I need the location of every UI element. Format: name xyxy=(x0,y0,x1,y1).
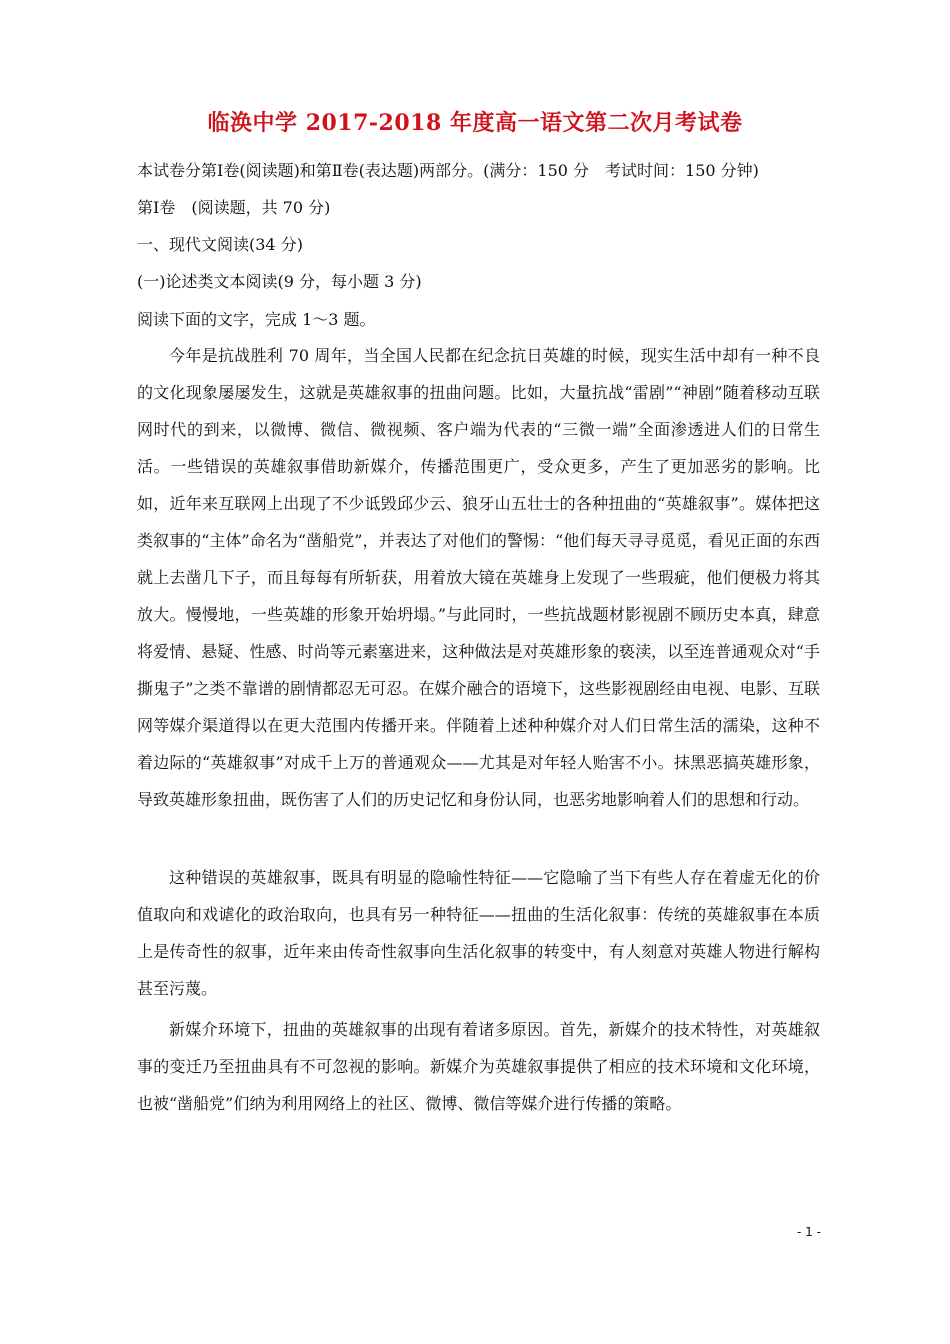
page-number: - 1 - xyxy=(797,1225,821,1239)
reading-instruction: 阅读下面的文字，完成 1～3 题。 xyxy=(137,310,376,329)
article-paragraph-2: 这种错误的英雄叙事，既具有明显的隐喻性特征——它隐喻了当下有些人存在着虚无化的价值取向和戏谑化的政治取向，也具有另一种特征——扭曲的生活化叙事：传统的英雄叙事在本质上是传奇性的叙事，近年来由传奇性叙事向生活化叙事的转变中，有人刻意对英雄人物进行解构甚至污蔑。 xyxy=(137,868,820,998)
exam-title: 临涣中学 2017-2018 年度高一语文第二次月考试卷 xyxy=(207,110,743,136)
article-paragraph-1: 今年是抗战胜利 70 周年，当全国人民都在纪念抗日英雄的时候，现实生活中却有一种不良的文化现象屡屡发生，这就是英雄叙事的扭曲问题。比如，大量抗战“雷剧”“神剧”随着移动互联网时代的到来，以微博、微信、微视频、客户端为代表的“三微一端”全面渗透进人们的日常生活。一些错误的英雄叙事借助新媒介，传播范围更广，受众更多，产生了更加恶劣的影响。比如，近年来互联网上出现了不少诋毁邱少云、狼牙山五壮士的各种扭曲的“英雄叙事”。媒体把这类叙事的“主体”命名为“凿船党”，并表达了对他们的警惕：“他们每天寻寻觅觅，看见正面的东西就上去凿几下子，而且每每有所斩获，用着放大镜在英雄身上发现了一些瑕疵，他们便极力将其放大。慢慢地，一些英雄的形象开始坍塌。”与此同时，一些抗战题材影视剧不顾历史本真，肆意将爱情、悬疑、性感、时尚等元素塞进来，这种做法是对英雄形象的亵渎，以至连普通观众对“手撕鬼子”之类不靠谱的剧情都忍无可忍。在媒介融合的语境下，这些影视剧经由电视、电影、互联网等媒介渠道得以在更大范围内传播开来。伴随着上述种种媒介对人们日常生活的濡染，这种不着边际的“英雄叙事”对成千上万的普通观众——尤其是对年轻人贻害不小。抹黑恶搞英雄形象，导致英雄形象扭曲，既伤害了人们的历史记忆和身份认同，也恶劣地影响着人们的思想和行动。 xyxy=(137,346,820,809)
part-one-heading: 第Ⅰ卷 (阅读题，共 70 分) xyxy=(137,198,331,217)
section-one-heading: 一、现代文阅读(34 分) xyxy=(137,235,303,254)
exam-intro: 本试卷分第Ⅰ卷(阅读题)和第Ⅱ卷(表达题)两部分。(满分：150 分 考试时间：150 分钟) xyxy=(137,161,759,180)
article-paragraph-3: 新媒介环境下，扭曲的英雄叙事的出现有着诸多原因。首先，新媒介的技术特性，对英雄叙事的变迁乃至扭曲具有不可忽视的影响。新媒介为英雄叙事提供了相应的技术环境和文化环境，也被“凿船党”们纳为利用网络上的社区、微博、微信等媒介进行传播的策略。 xyxy=(137,1020,820,1113)
subsection-one-heading: (一)论述类文本阅读(9 分，每小题 3 分) xyxy=(137,272,422,291)
